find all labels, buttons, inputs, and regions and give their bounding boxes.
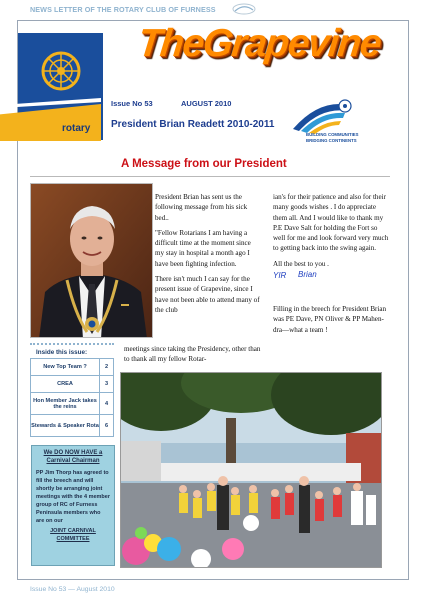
- title-divider: [30, 176, 390, 177]
- inside-item-label: New Top Team ?: [31, 359, 100, 376]
- inside-issue-row: [31, 376, 114, 393]
- article-column-1: [155, 192, 261, 315]
- inside-divider: [30, 343, 114, 345]
- article-column-1-continued: meetings since taking the Presidency, other than to thank all my fellow Rotar-: [124, 345, 261, 364]
- carnival-sidebar: [31, 445, 115, 566]
- inside-issue-title: Inside this issue:: [36, 349, 88, 356]
- issue-number: Issue No 53: [111, 99, 153, 108]
- article-paragraph: All the best to you .: [273, 259, 329, 268]
- small-logo-icon: [231, 2, 257, 16]
- signoff-yir: YIR: [273, 271, 287, 280]
- newsletter-topline: NEWS LETTER OF THE ROTARY CLUB OF FURNESS: [30, 5, 216, 14]
- inside-issue-row: [31, 393, 114, 415]
- signoff-name: Brian: [298, 270, 317, 279]
- article-column-2: [273, 192, 391, 269]
- inside-item-page: 2: [100, 359, 114, 376]
- president-line: President Brian Readett 2010-2011: [111, 119, 275, 130]
- article-title: A Message from our President: [121, 158, 287, 170]
- inside-issue-table: [30, 358, 114, 437]
- inside-issue-row: [31, 359, 114, 376]
- article-paragraph: There isn't much I can say for the present issue of Grapevine, since I have not been able to attend many of the club: [155, 275, 260, 314]
- article-paragraph: President Brian has sent us the following message from his sick bed..: [155, 193, 248, 222]
- partner-logo-text-2: BRIDGING CONTINENTS: [306, 138, 357, 143]
- inside-item-page: 3: [100, 376, 114, 393]
- inside-item-page: 4: [100, 393, 114, 415]
- inside-item-page: 6: [100, 415, 114, 437]
- masthead-title: TheGrapevine: [135, 22, 383, 65]
- inside-item-label: Stewards & Speaker Rota: [31, 415, 100, 437]
- carnival-heading: We DO NOW HAVE a Carnival Chairman: [43, 450, 103, 464]
- page-footer: Issue No 53 — August 2010: [30, 586, 115, 593]
- partner-logo-text-1: BUILDING COMMUNITIES: [306, 132, 359, 137]
- article-column-2-footer: Filling in the breech for President Brian was PE Dave, PN Oliver & PP Mahen-dra—what a team !: [273, 305, 387, 334]
- inside-issue-row: [31, 415, 114, 437]
- carnival-footer: JOINT CARNIVAL COMMITTEE: [50, 528, 96, 542]
- rotary-label: rotary: [62, 123, 91, 134]
- inside-item-label: CREA: [31, 376, 100, 393]
- article-paragraph: ian's for their patience and also for their many goods wishes . I do appreciate them all. And I would like to thank my P.E Dave Salt for holding the Fort so well for me and look forward very much to getting back into the swing again.: [273, 193, 389, 253]
- issue-date: AUGUST 2010: [181, 99, 232, 108]
- article-paragraph: "Fellow Rotarians I am having a difficult time at the moment since my stay in hospital a month ago I have been fighting infection.: [155, 228, 251, 268]
- carnival-body: PP Jim Thorp has agreed to fill the breech and will shortly be arranging joint meetings with the 4 member group of RC of Furness Peninsula members who are on our: [36, 470, 110, 524]
- inside-item-label: Hon Member Jack takes the reins: [31, 393, 100, 415]
- president-photo: [30, 183, 153, 338]
- carnival-crowd-photo: [120, 372, 382, 568]
